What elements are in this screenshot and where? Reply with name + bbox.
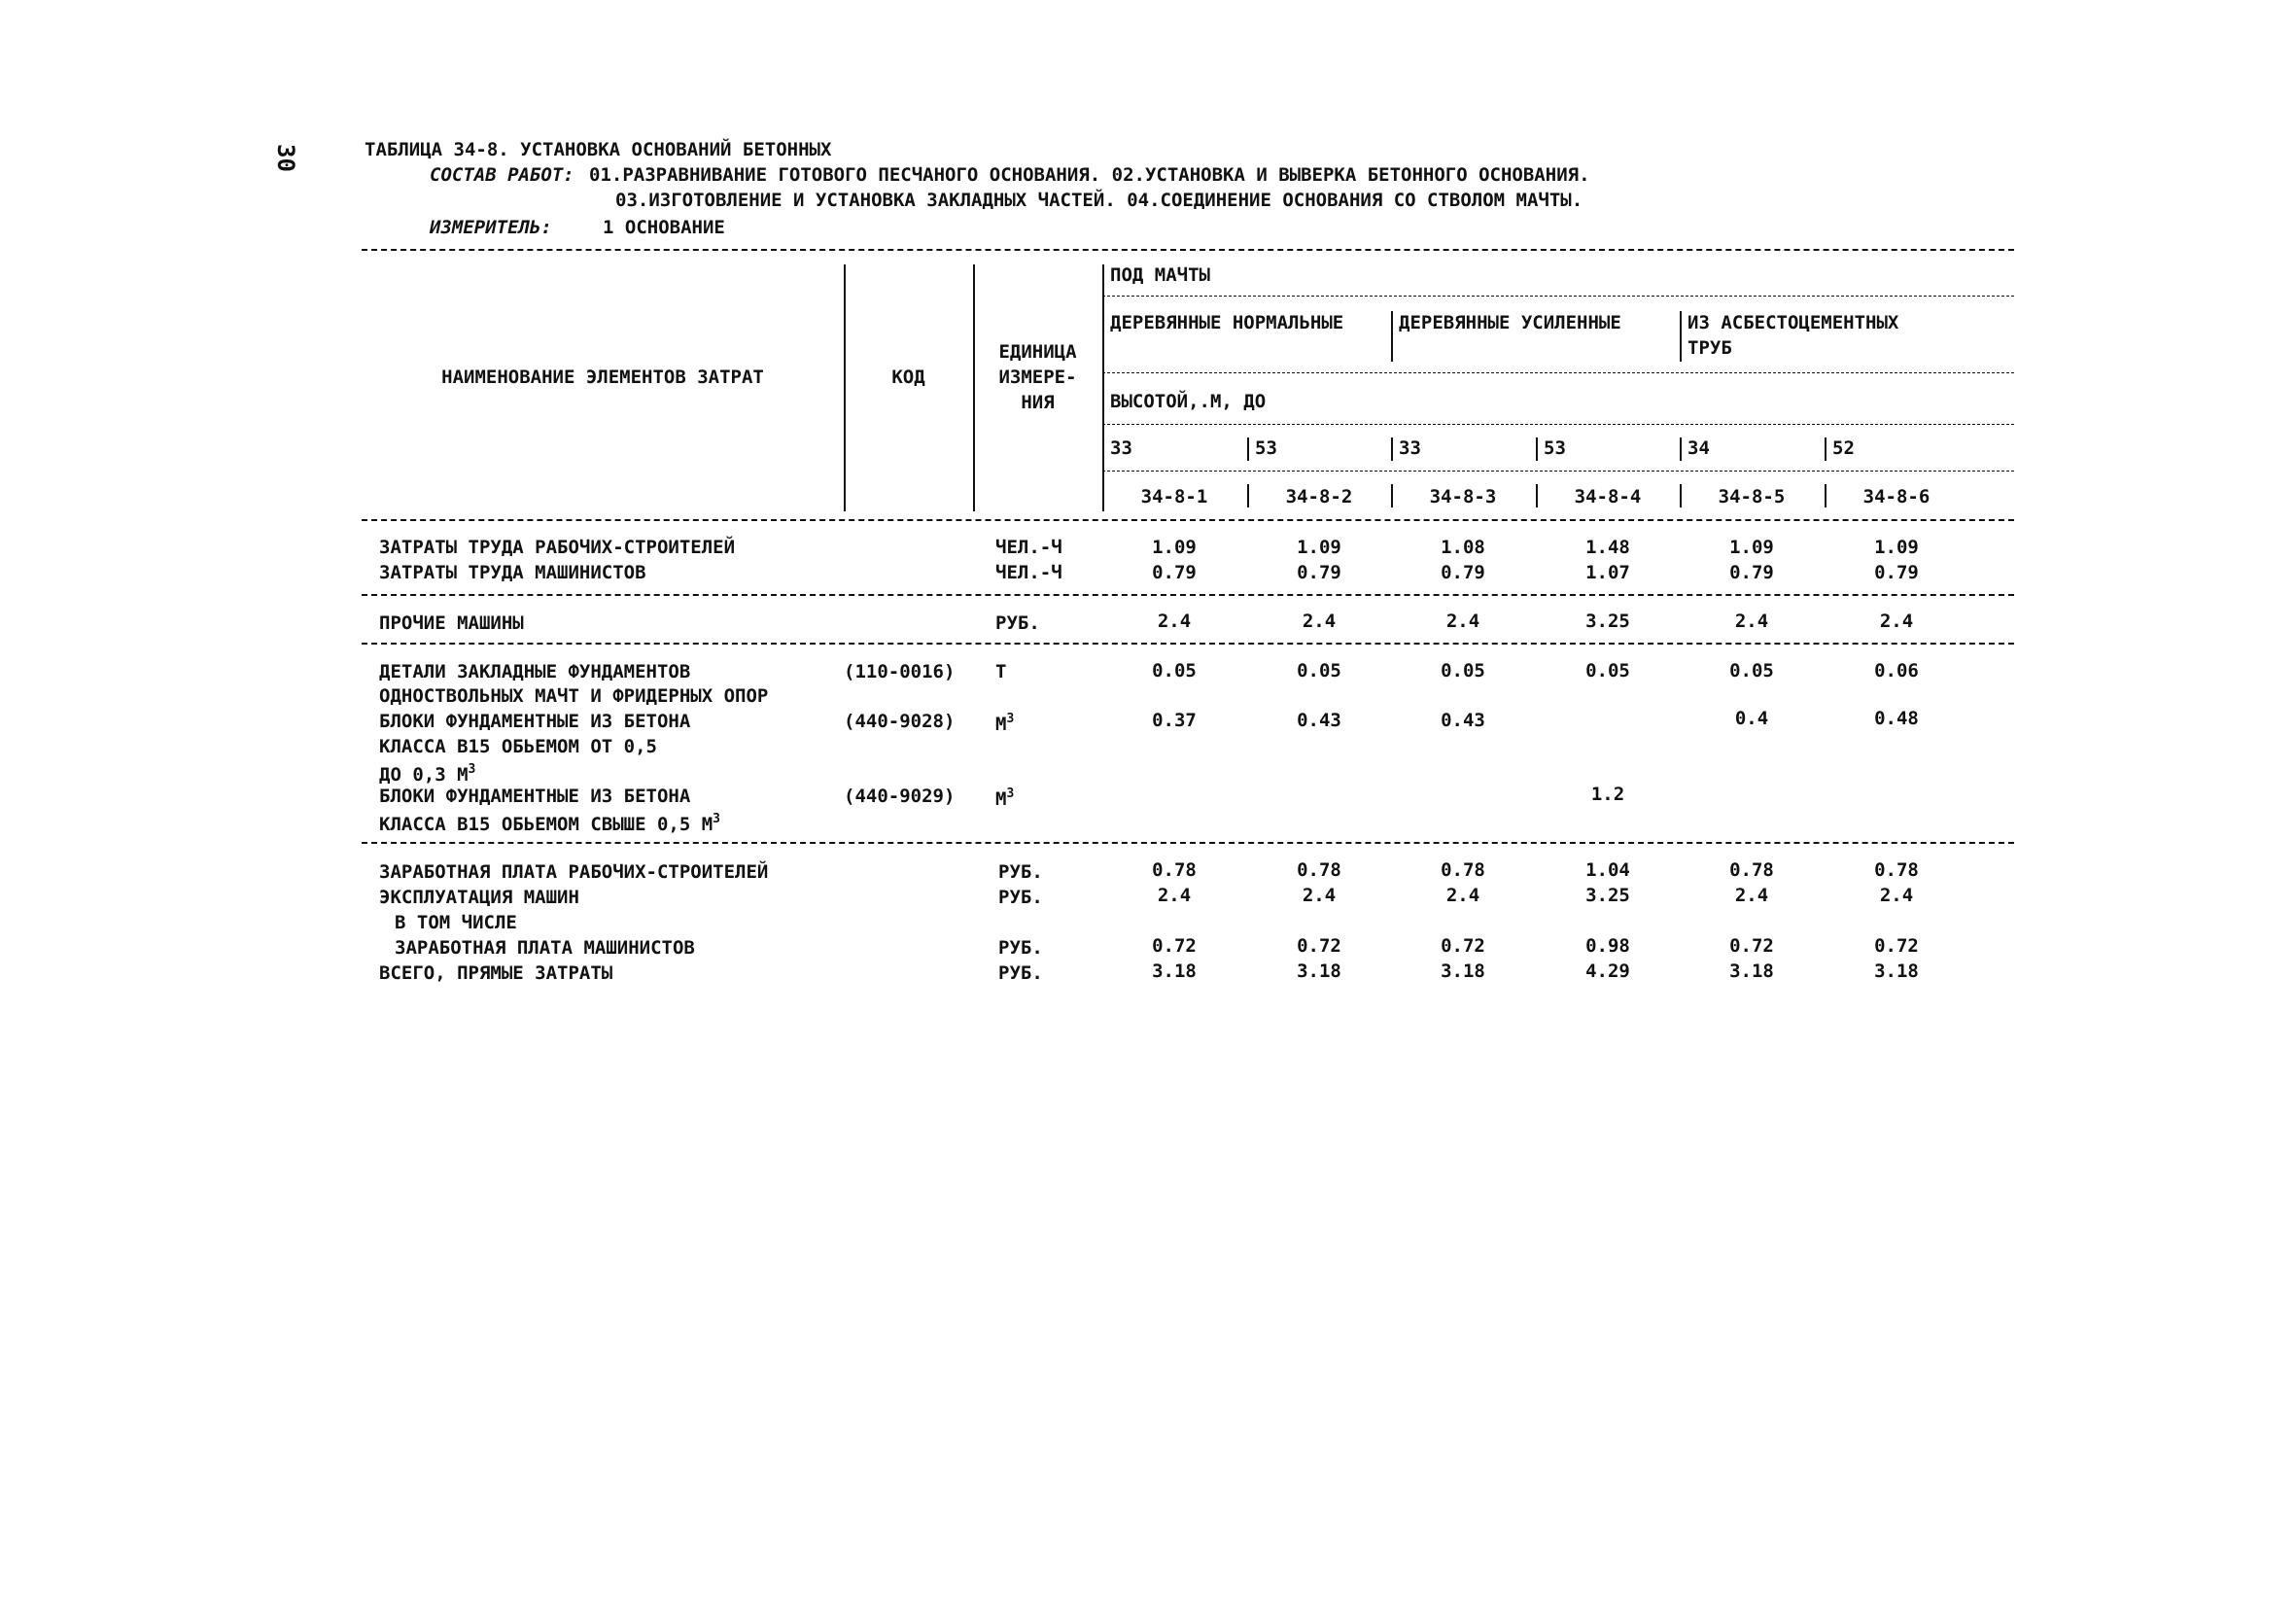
header-code-4: 34-8-4 bbox=[1574, 486, 1642, 507]
header-unit-col-2: ИЗМЕРЕ- bbox=[998, 367, 1077, 388]
row-total-direct-name: ВСЕГО, ПРЯМЫЕ ЗАТРАТЫ bbox=[379, 962, 613, 984]
header-sub-wood-reinforced: ДЕРЕВЯННЫЕ УСИЛЕННЫЕ bbox=[1399, 312, 1621, 333]
row-blocks-small-code: (440-9028) bbox=[844, 711, 956, 732]
table-cell: 3.18 bbox=[1874, 961, 1919, 982]
table-cell: 2.4 bbox=[1445, 611, 1480, 632]
table-cell: 0.72 bbox=[1441, 935, 1485, 957]
table-cell: 1.09 bbox=[1874, 537, 1919, 558]
header-rule-1 bbox=[1102, 296, 2014, 297]
table-cell: 2.4 bbox=[1157, 885, 1192, 906]
header-sub-asbestos-1: ИЗ АСБЕСТОЦЕМЕНТНЫХ bbox=[1687, 312, 1899, 333]
row-blocks-large-name-2: КЛАССА В15 ОБЬЕМОМ СВЫШЕ 0,5 $М^3$ bbox=[379, 812, 720, 835]
table-cell: 2.4 bbox=[1302, 885, 1337, 906]
header-unit-col-1: ЕДИНИЦА bbox=[998, 341, 1077, 363]
row-labor-workers-unit: ЧЕЛ.-Ч bbox=[995, 537, 1062, 558]
work-composition-line-2: 03.ИЗГОТОВЛЕНИЕ И УСТАНОВКА ЗАКЛАДНЫХ ЧАСТЕЙ. 04.СОЕДИНЕНИЕ ОСНОВАНИЯ СО СТВОЛОМ МАЧТЫ. bbox=[615, 190, 1583, 211]
header-rule-2 bbox=[1102, 372, 2014, 373]
table-cell: 1.48 bbox=[1585, 537, 1630, 558]
table-cell: 0.43 bbox=[1297, 710, 1341, 731]
header-sub-sep-2 bbox=[1680, 311, 1682, 362]
header-sep-code-unit bbox=[973, 264, 975, 511]
table-cell: 0.05 bbox=[1297, 660, 1341, 682]
table-cell: 0.06 bbox=[1874, 660, 1919, 682]
table-cell: 1.09 bbox=[1152, 537, 1197, 558]
table-cell: 0.79 bbox=[1441, 562, 1485, 583]
table-cell: 1.04 bbox=[1585, 859, 1630, 881]
row-embedded-parts-name-1: ДЕТАЛИ ЗАКЛАДНЫЕ ФУНДАМЕНТОВ bbox=[379, 661, 691, 682]
header-rule-4 bbox=[1102, 471, 2014, 472]
table-top-rule bbox=[362, 249, 2014, 251]
table-cell: 0.98 bbox=[1585, 935, 1630, 957]
header-unit-col-3: НИЯ bbox=[1021, 392, 1055, 413]
row-embedded-parts-unit: Т bbox=[995, 661, 1007, 682]
header-code-3: 34-8-3 bbox=[1429, 486, 1497, 507]
table-cell: 2.4 bbox=[1302, 611, 1337, 632]
table-cell: 2.4 bbox=[1157, 611, 1192, 632]
table-cell: 3.25 bbox=[1585, 611, 1630, 632]
table-cell: 2.4 bbox=[1879, 885, 1914, 906]
row-wages-operators-name: ЗАРАБОТНАЯ ПЛАТА МАШИНИСТОВ bbox=[395, 937, 695, 959]
header-height-label: ВЫСОТОЙ,.М, ДО bbox=[1110, 391, 1267, 412]
header-height-1: 33 bbox=[1110, 437, 1132, 459]
header-height-5: 34 bbox=[1687, 437, 1710, 459]
header-height-sep-6 bbox=[1825, 437, 1826, 461]
table-cell: 0.05 bbox=[1585, 660, 1630, 682]
header-group: ПОД МАЧТЫ bbox=[1110, 264, 1210, 286]
row-total-direct-unit: РУБ. bbox=[998, 962, 1043, 984]
header-sub-asbestos-2: ТРУБ bbox=[1687, 337, 1732, 359]
table-cell: 0.05 bbox=[1152, 660, 1197, 682]
table-cell: 0.43 bbox=[1441, 710, 1485, 731]
table-cell: 0.79 bbox=[1874, 562, 1919, 583]
table-cell: 0.4 bbox=[1734, 708, 1769, 729]
table-cell: 0.48 bbox=[1874, 708, 1919, 729]
header-name-col: НАИМЕНОВАНИЕ ЭЛЕМЕНТОВ ЗАТРАТ bbox=[441, 367, 764, 388]
header-height-sep-5 bbox=[1680, 437, 1682, 461]
table-cell: 0.79 bbox=[1297, 562, 1341, 583]
table-cell: 0.37 bbox=[1152, 710, 1197, 731]
meter-value: 1 ОСНОВАНИЕ bbox=[603, 217, 725, 238]
row-blocks-small-name-2: КЛАССА В15 ОБЬЕМОМ ОТ 0,5 bbox=[379, 736, 657, 757]
section-rule-1 bbox=[362, 594, 2014, 596]
header-bottom-rule bbox=[362, 519, 2014, 521]
page-number: 30 bbox=[272, 144, 299, 172]
row-machine-operation-name: ЭКСПЛУАТАЦИЯ МАШИН bbox=[379, 887, 579, 908]
header-height-4: 53 bbox=[1544, 437, 1566, 459]
header-height-6: 52 bbox=[1832, 437, 1855, 459]
row-labor-operators-unit: ЧЕЛ.-Ч bbox=[995, 562, 1062, 583]
header-sub-wood-normal: ДЕРЕВЯННЫЕ НОРМАЛЬНЫЕ bbox=[1110, 312, 1344, 333]
table-cell: 0.05 bbox=[1729, 660, 1774, 682]
row-embedded-parts-code: (110-0016) bbox=[844, 661, 956, 682]
table-cell: 3.18 bbox=[1297, 961, 1341, 982]
header-code-2: 34-8-2 bbox=[1285, 486, 1353, 507]
table-cell: 4.29 bbox=[1585, 961, 1630, 982]
table-cell: 2.4 bbox=[1445, 885, 1480, 906]
header-height-sep-4 bbox=[1536, 437, 1538, 461]
row-other-machines-unit: РУБ. bbox=[995, 612, 1040, 634]
table-cell: 0.79 bbox=[1729, 562, 1774, 583]
table-cell: 3.18 bbox=[1441, 961, 1485, 982]
table-cell: 1.07 bbox=[1585, 562, 1630, 583]
table-cell: 1.08 bbox=[1441, 537, 1485, 558]
row-labor-workers-name: ЗАТРАТЫ ТРУДА РАБОЧИХ-СТРОИТЕЛЕЙ bbox=[379, 537, 736, 558]
row-blocks-large-code: (440-9029) bbox=[844, 786, 956, 807]
table-cell: 2.4 bbox=[1879, 611, 1914, 632]
row-blocks-large-unit: $М^3$ bbox=[995, 787, 1015, 810]
header-code-col: КОД bbox=[891, 367, 925, 388]
header-height-sep-3 bbox=[1391, 437, 1393, 461]
row-embedded-parts-name-2: ОДНОСТВОЛЬНЫХ МАЧТ И ФРИДЕРНЫХ ОПОР bbox=[379, 685, 769, 707]
table-cell: 3.18 bbox=[1152, 961, 1197, 982]
row-blocks-small-name-1: БЛОКИ ФУНДАМЕНТНЫЕ ИЗ БЕТОНА bbox=[379, 711, 691, 732]
section-rule-3 bbox=[362, 842, 2014, 844]
table-cell: 0.72 bbox=[1729, 935, 1774, 957]
table-cell: 1.09 bbox=[1729, 537, 1774, 558]
row-blocks-large-name-1: БЛОКИ ФУНДАМЕНТНЫЕ ИЗ БЕТОНА bbox=[379, 786, 691, 807]
table-cell: 2.4 bbox=[1734, 611, 1769, 632]
header-code-6: 34-8-6 bbox=[1862, 486, 1931, 507]
header-sub-sep-1 bbox=[1391, 311, 1393, 362]
row-machine-operation-unit: РУБ. bbox=[998, 887, 1043, 908]
table-cell: 2.4 bbox=[1734, 885, 1769, 906]
table-cell: 0.78 bbox=[1441, 859, 1485, 881]
header-height-3: 33 bbox=[1399, 437, 1421, 459]
row-wages-workers-name: ЗАРАБОТНАЯ ПЛАТА РАБОЧИХ-СТРОИТЕЛЕЙ bbox=[379, 861, 769, 883]
table-cell: 0.72 bbox=[1874, 935, 1919, 957]
table-cell: 0.78 bbox=[1729, 859, 1774, 881]
table-cell: 3.25 bbox=[1585, 885, 1630, 906]
row-blocks-small-unit: $М^3$ bbox=[995, 712, 1015, 735]
header-rule-3 bbox=[1102, 424, 2014, 425]
meter-label: ИЗМЕРИТЕЛЬ: bbox=[430, 217, 552, 238]
row-other-machines-name: ПРОЧИЕ МАШИНЫ bbox=[379, 612, 524, 634]
row-wages-operators-unit: РУБ. bbox=[998, 937, 1043, 959]
work-composition-line-1: 01.РАЗРАВНИВАНИЕ ГОТОВОГО ПЕСЧАНОГО ОСНОВАНИЯ. 02.УСТАНОВКА И ВЫВЕРКА БЕТОННОГО ОСНОВАНИЯ. bbox=[589, 164, 1590, 186]
header-code-1: 34-8-1 bbox=[1140, 486, 1208, 507]
table-title: ТАБЛИЦА 34-8. УСТАНОВКА ОСНОВАНИЙ БЕТОННЫХ bbox=[365, 139, 832, 160]
row-including-label: В ТОМ ЧИСЛЕ bbox=[395, 912, 517, 933]
work-composition-label: СОСТАВ РАБОТ: bbox=[430, 164, 574, 186]
table-cell: 0.72 bbox=[1152, 935, 1197, 957]
row-blocks-small-name-3: ДО 0,3 $М^3$ bbox=[379, 762, 476, 786]
table-cell: 0.05 bbox=[1441, 660, 1485, 682]
table-cell: 1.09 bbox=[1297, 537, 1341, 558]
header-height-2: 53 bbox=[1255, 437, 1277, 459]
section-rule-2 bbox=[362, 643, 2014, 645]
row-labor-operators-name: ЗАТРАТЫ ТРУДА МАШИНИСТОВ bbox=[379, 562, 646, 583]
table-cell: 3.18 bbox=[1729, 961, 1774, 982]
header-sep-name-code bbox=[844, 264, 846, 511]
header-height-sep-2 bbox=[1247, 437, 1249, 461]
table-cell: 0.72 bbox=[1297, 935, 1341, 957]
table-cell: 0.78 bbox=[1297, 859, 1341, 881]
table-cell: 0.78 bbox=[1874, 859, 1919, 881]
table-cell: 1.2 bbox=[1590, 784, 1625, 805]
row-wages-workers-unit: РУБ. bbox=[998, 861, 1043, 883]
table-cell: 0.79 bbox=[1152, 562, 1197, 583]
table-cell: 0.78 bbox=[1152, 859, 1197, 881]
header-code-5: 34-8-5 bbox=[1718, 486, 1786, 507]
header-sep-unit-values bbox=[1102, 264, 1104, 511]
